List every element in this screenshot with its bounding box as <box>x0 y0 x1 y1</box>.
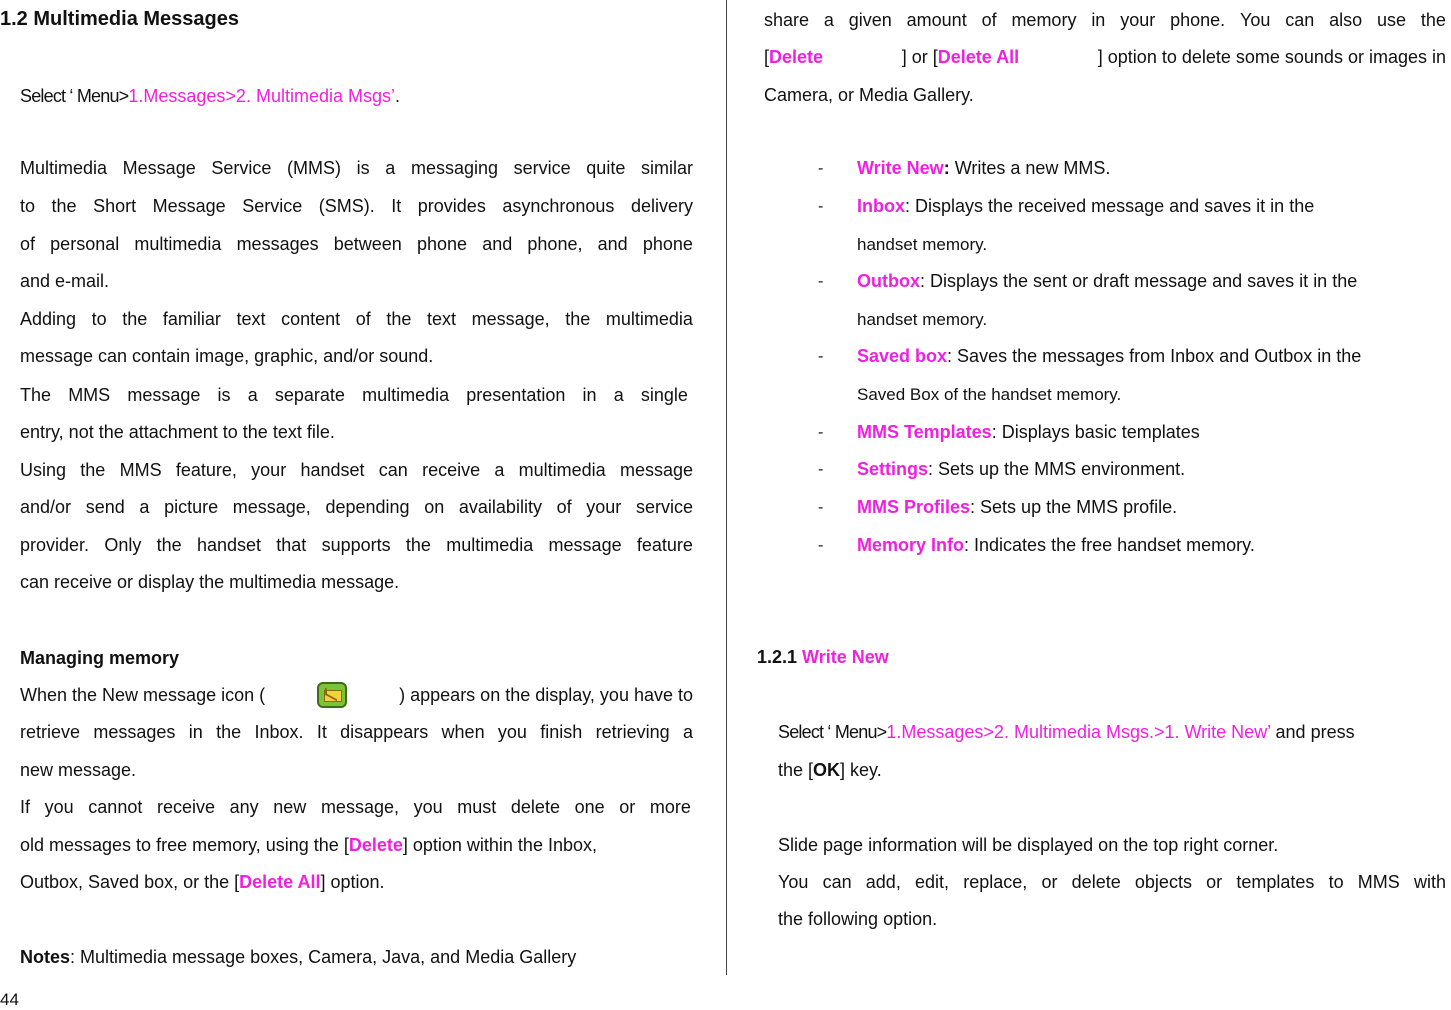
body-line: and/or send a picture message, depending on availability of your service <box>20 497 693 517</box>
body-line: The MMS message is a separate multimedia presentation in a single <box>20 385 688 405</box>
subsection-heading: 1.2.1 Write New <box>757 647 889 667</box>
list-bullet: - <box>818 499 824 516</box>
list-item-continuation: Saved Box of the handset memory. <box>857 385 1122 404</box>
list-bullet: - <box>818 424 824 441</box>
body-line: Multimedia Message Service (MMS) is a messaging service quite similar <box>20 158 693 178</box>
body-line: Adding to the familiar text content of the text message, the multimedia <box>20 309 693 329</box>
section-heading: 1.2 Multimedia Messages <box>0 8 239 30</box>
body-line: to the Short Message Service (SMS). It provides asynchronous delivery <box>20 196 693 216</box>
new-message-icon <box>317 682 347 708</box>
body-line: Camera, or Media Gallery. <box>764 85 974 105</box>
list-bullet: - <box>818 198 824 215</box>
menu-path-line <box>20 86 400 107</box>
body-line: retrieve messages in the Inbox. It disappears when you finish retrieving a <box>20 722 693 742</box>
notes-line: Notes: Multimedia message boxes, Camera, Java, and Media Gallery <box>20 947 577 967</box>
list-item-write-new: Write New: Writes a new MMS. <box>857 158 1111 178</box>
menu-path-line: Select ‘ Menu>1.Messages>2. Multimedia Msgs.>1. Write New’ and press <box>778 722 1355 742</box>
list-item-memory-info: Memory Info: Indicates the free handset memory. <box>857 535 1255 555</box>
body-line: can receive or display the multimedia message. <box>20 572 400 592</box>
list-item-saved-box: Saved box: Saves the messages from Inbox and Outbox in the <box>857 346 1362 366</box>
body-line: You can add, edit, replace, or delete objects or templates to MMS with <box>778 872 1446 892</box>
body-line: If you cannot receive any new message, you must delete one or more <box>20 797 691 817</box>
delete-option: Delete <box>348 835 403 855</box>
body-line: of personal multimedia messages between phone and phone, and phone <box>20 234 693 254</box>
list-item-continuation: handset memory. <box>857 310 988 329</box>
body-line: Outbox, Saved box, or the [Delete All] option. <box>20 872 385 892</box>
body-line: provider. Only the handset that supports the multimedia message feature <box>20 535 693 555</box>
list-bullet: - <box>818 160 824 177</box>
body-line: the following option. <box>778 909 938 929</box>
body-line: entry, not the attachment to the text file. <box>20 422 335 442</box>
body-line: Slide page information will be displayed on the top right corner. <box>778 835 1279 855</box>
list-item-inbox: Inbox: Displays the received message and saves it in the <box>857 196 1315 216</box>
select-prefix: Select ‘ Menu> <box>20 86 129 106</box>
list-item-settings: Settings: Sets up the MMS environment. <box>857 459 1186 479</box>
column-divider <box>726 0 727 975</box>
list-bullet: - <box>818 273 824 290</box>
body-line: [Delete ] or [Delete All ] option to delete some sounds or images in <box>764 47 1446 67</box>
list-bullet: - <box>818 348 824 365</box>
period: . <box>394 86 400 106</box>
list-item-mms-profiles: MMS Profiles: Sets up the MMS profile. <box>857 497 1178 517</box>
ok-key: OK <box>813 760 841 780</box>
page-number: 44 <box>0 990 19 1009</box>
body-line: share a given amount of memory in your phone. You can also use the <box>764 10 1446 30</box>
list-item-continuation: handset memory. <box>857 235 988 254</box>
list-item-mms-templates: MMS Templates: Displays basic templates <box>857 422 1200 442</box>
body-line: When the New message icon ( ) appears on the display, you have to <box>20 682 693 708</box>
list-bullet: - <box>818 461 824 478</box>
delete-all-option: Delete All <box>937 47 1020 67</box>
delete-option: Delete <box>769 47 824 67</box>
menu-path: 1.Messages>2. Multimedia Msgs.>1. Write New’ <box>886 722 1271 742</box>
list-item-outbox: Outbox: Displays the sent or draft message and saves it in the <box>857 271 1358 291</box>
notes-label: Notes <box>20 947 71 967</box>
menu-path: 1.Messages>2. Multimedia Msgs’ <box>128 86 395 106</box>
delete-all-option: Delete All <box>239 872 321 892</box>
list-bullet: - <box>818 537 824 554</box>
body-line: new message. <box>20 760 137 780</box>
body-line: and e-mail. <box>20 271 110 291</box>
body-line: Using the MMS feature, your handset can receive a multimedia message <box>20 460 693 480</box>
body-line: the [OK] key. <box>778 760 882 780</box>
managing-memory-heading: Managing memory <box>20 648 180 668</box>
body-line: message can contain image, graphic, and/or sound. <box>20 346 434 366</box>
body-line: old messages to free memory, using the [Delete] option within the Inbox, <box>20 835 597 855</box>
